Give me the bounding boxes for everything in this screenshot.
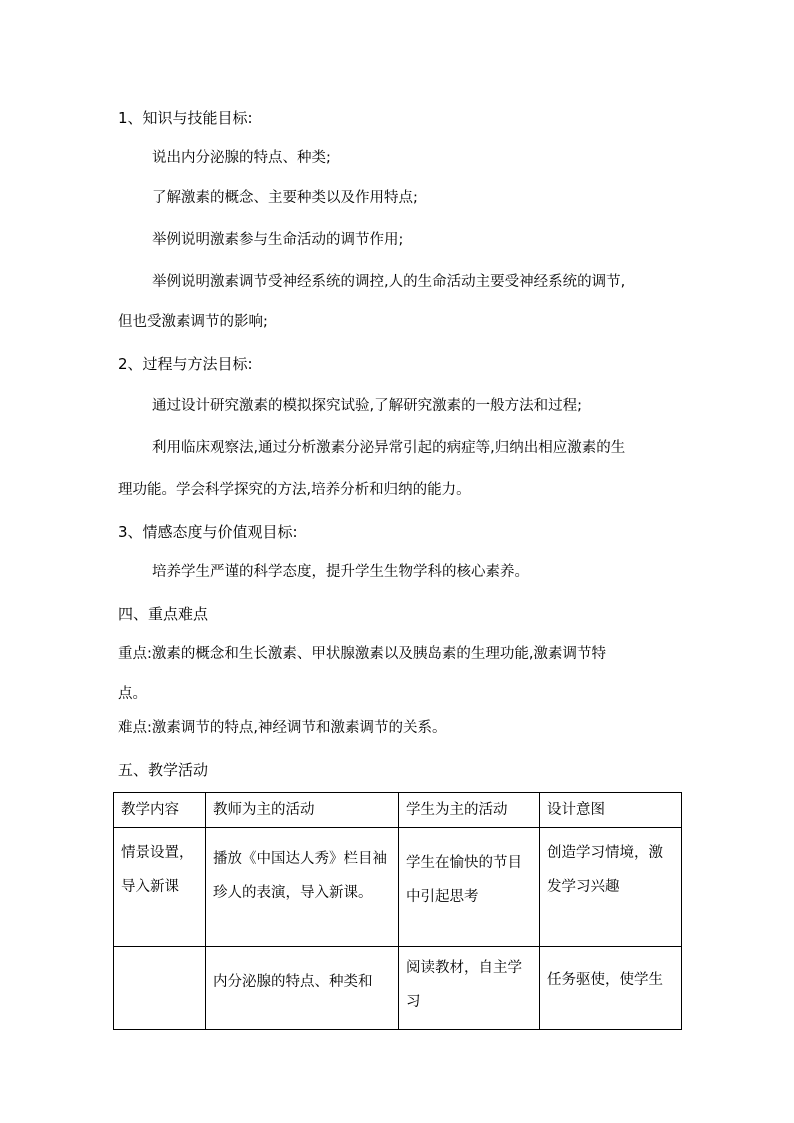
activity-heading: 五、教学活动 bbox=[118, 761, 209, 779]
table-header-cell: 设计意图 bbox=[540, 793, 682, 828]
table-row bbox=[114, 828, 682, 947]
table-cell: 创造学习情境，激发学习兴趣 bbox=[540, 828, 682, 947]
table-cell: 播放《中国达人秀》栏目袖珍人的表演，导入新课。 bbox=[206, 828, 399, 947]
table-cell: 阅读教材，自主学习 bbox=[399, 947, 540, 1030]
knowledge-item: 但也受激素调节的影响; bbox=[118, 314, 268, 330]
table-cell: 学生在愉快的节目中引起思考 bbox=[399, 828, 540, 947]
teaching-activity-table bbox=[113, 792, 682, 1030]
table-header-cell: 教师为主的活动 bbox=[206, 793, 399, 828]
knowledge-item: 说出内分泌腺的特点、种类; bbox=[152, 150, 331, 166]
process-item: 利用临床观察法,通过分析激素分泌异常引起的病症等,归纳出相应激素的生 bbox=[152, 440, 626, 456]
process-heading: 2、过程与方法目标: bbox=[118, 355, 253, 373]
key-point-continued: 点。 bbox=[118, 686, 147, 702]
emotion-item: 培养学生严谨的科学态度，提升学生生物学科的核心素养。 bbox=[152, 564, 529, 580]
table-header-cell: 学生为主的活动 bbox=[399, 793, 540, 828]
knowledge-item: 举例说明激素参与生命活动的调节作用; bbox=[152, 232, 404, 248]
process-item: 通过设计研究激素的模拟探究试验,了解研究激素的一般方法和过程; bbox=[152, 398, 582, 414]
table-cell: 情景设置，导入新课 bbox=[114, 828, 206, 947]
emotion-heading: 3、情感态度与价值观目标: bbox=[118, 523, 298, 541]
table-header-row bbox=[114, 793, 682, 828]
table-cell: 任务驱使，使学生 bbox=[540, 947, 682, 1030]
key-difficulty-heading: 四、重点难点 bbox=[118, 605, 209, 623]
table-cell: 内分泌腺的特点、种类和 bbox=[206, 947, 399, 1030]
knowledge-heading: 1、知识与技能目标: bbox=[118, 109, 253, 127]
knowledge-item: 举例说明激素调节受神经系统的调控,人的生命活动主要受神经系统的调节, bbox=[152, 274, 626, 290]
table-row bbox=[114, 947, 682, 1030]
knowledge-item: 了解激素的概念、主要种类以及作用特点; bbox=[152, 190, 418, 206]
table-cell bbox=[114, 947, 206, 1030]
process-item: 理功能。学会科学探究的方法,培养分析和归纳的能力。 bbox=[118, 482, 471, 498]
table-header-cell: 教学内容 bbox=[114, 793, 206, 828]
difficulty-point: 难点:激素调节的特点,神经调节和激素调节的关系。 bbox=[118, 720, 447, 736]
key-point: 重点:激素的概念和生长激素、甲状腺激素以及胰岛素的生理功能,激素调节特 bbox=[118, 646, 606, 662]
